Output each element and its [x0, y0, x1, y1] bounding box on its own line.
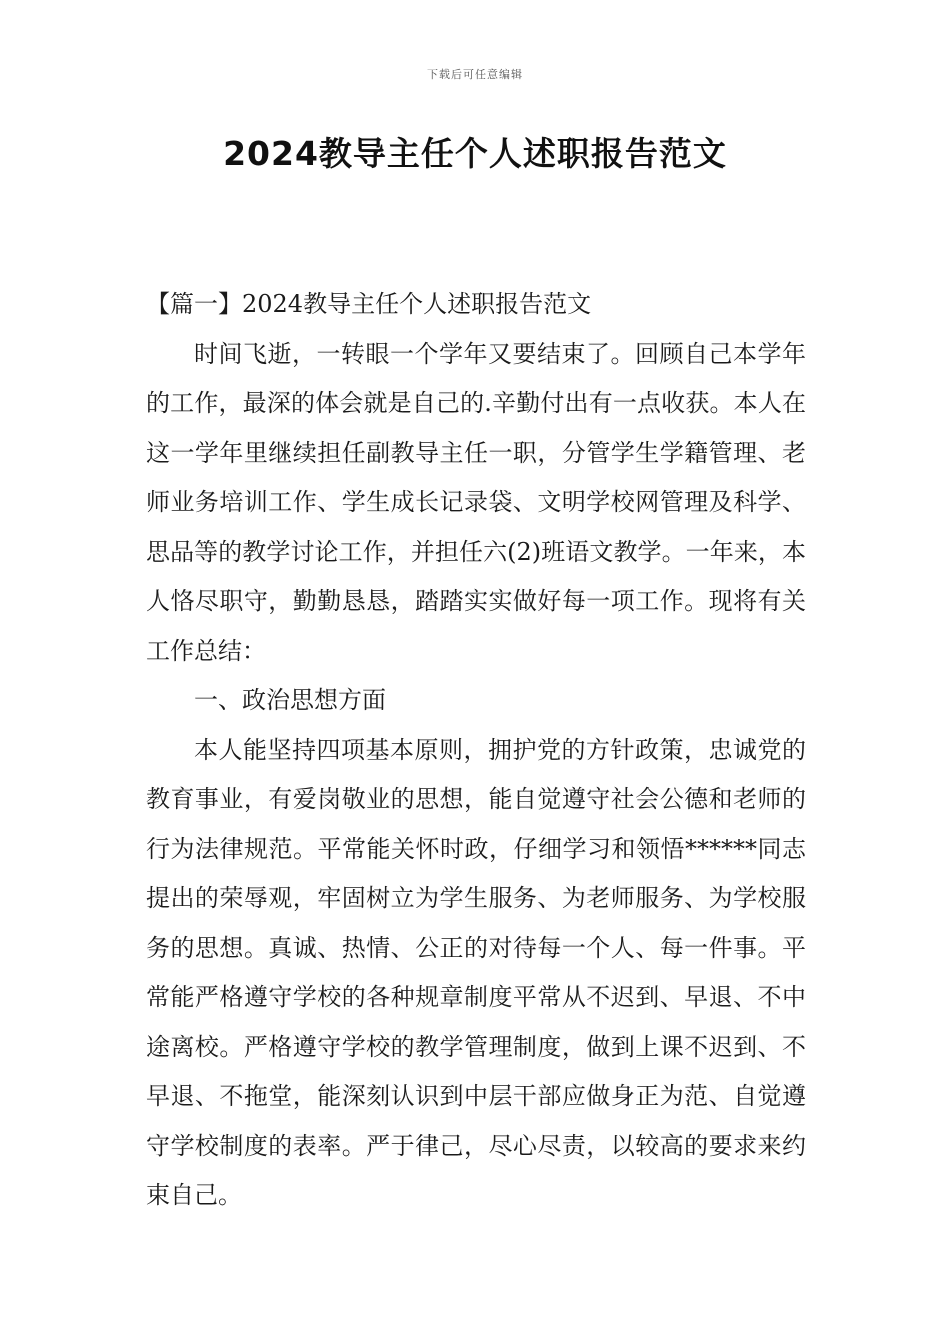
section-heading: 【篇一】2024教导主任个人述职报告范文	[146, 290, 592, 318]
paragraph-intro: 时间飞逝，一转眼一个学年又要结束了。回顾自己本学年的工作，最深的体会就是自己的.辛勤付出有一点收获。本人在这一学年里继续担任副教导主任一职，分管学生学籍管理、老师业务培训工作、学生成长记录袋、文明学校网管理及科学、思品等的教学讨论工作，并担任六(2)班语文教学。一年来，本人恪尽职守，勤勤恳恳，踏踏实实做好每一项工作。现将有关工作总结：	[146, 339, 806, 665]
document-title: 2024教导主任个人述职报告范文	[223, 134, 727, 173]
subheading-political-thought: 一、政治思想方面	[194, 686, 386, 714]
header-note: 下载后可任意编辑	[427, 68, 523, 81]
document-body	[146, 280, 806, 1221]
paragraph-political-thought: 本人能坚持四项基本原则，拥护党的方针政策，忠诚党的教育事业，有爱岗敬业的思想，能自觉遵守社会公德和老师的行为法律规范。平常能关怀时政，仔细学习和领悟******同志提出的荣辱观，牢固树立为学生服务、为老师服务、为学校服务的思想。真诚、热情、公正的对待每一个人、每一件事。平常能严格遵守学校的各种规章制度平常从不迟到、早退、不中途离校。严格遵守学校的教学管理制度，做到上课不迟到、不早退、不拖堂，能深刻认识到中层干部应做身正为范、自觉遵守学校制度的表率。严于律己，尽心尽责，以较高的要求来约束自己。	[146, 735, 806, 1209]
